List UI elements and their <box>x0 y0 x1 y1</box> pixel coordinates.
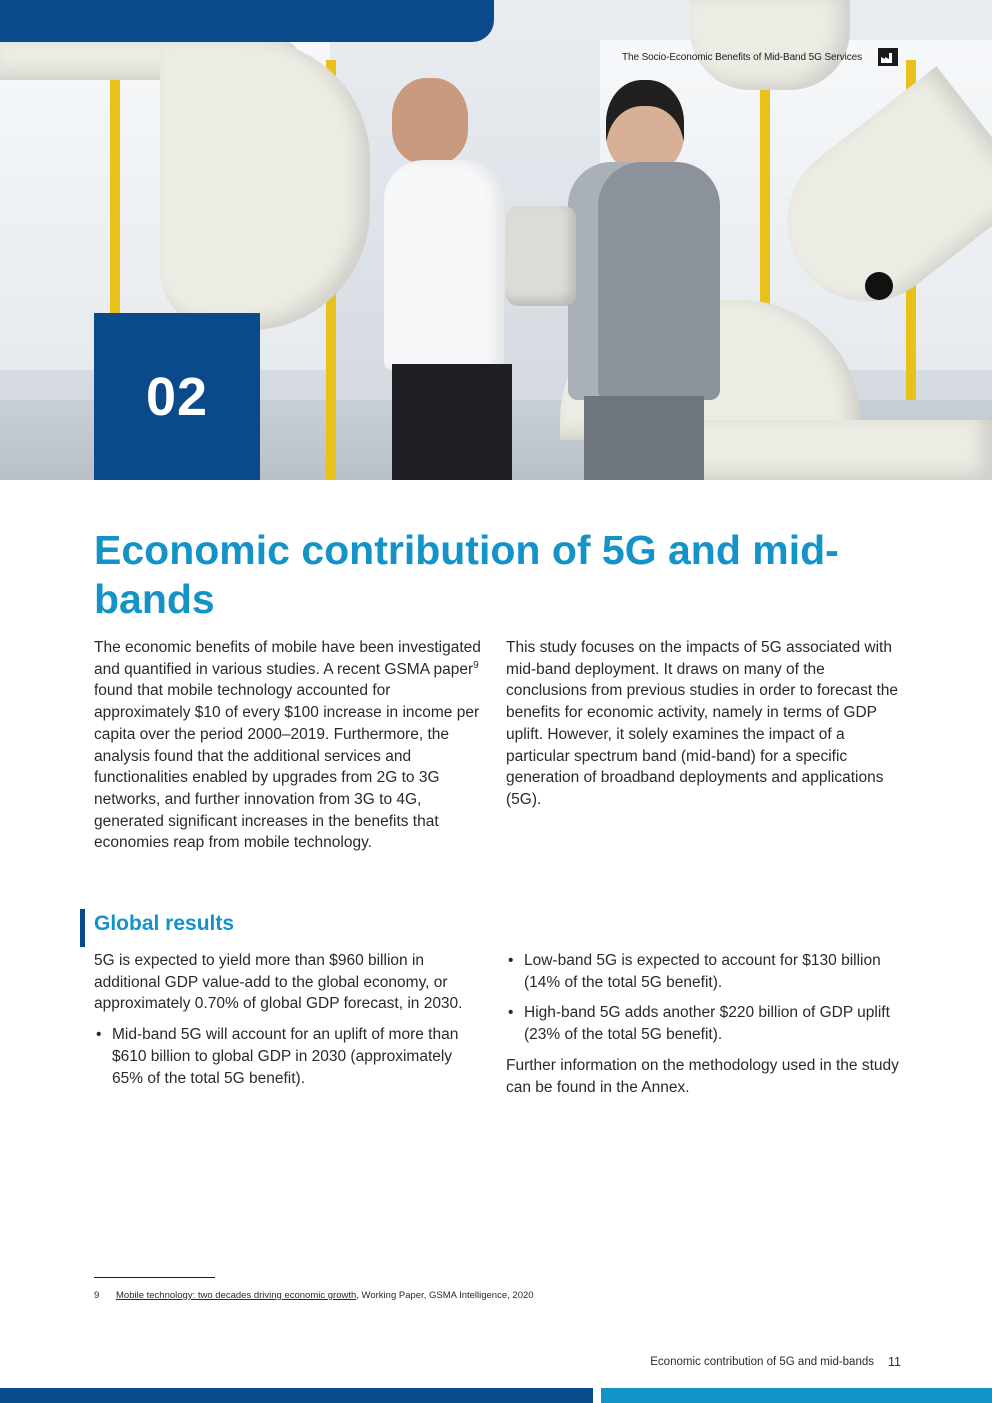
footnote-reference: 9 <box>473 659 479 671</box>
footer-section-label: Economic contribution of 5G and mid-bands <box>650 1356 874 1368</box>
intro-left-text: The economic benefits of mobile have been investigated and quantified in various studies. A recent GSMA paper <box>94 639 481 678</box>
footnote <box>94 1290 534 1301</box>
intro-right-paragraph: This study focuses on the impacts of 5G associated with mid-band deployment. It draws on many of the conclusions from previous studies in order to forecast the benefits for economic activity, namely in terms of GDP uplift. However, it solely examines the impact of a particular spectrum band (mid-band) for a specific generation of broadband deployments and applications (5G). <box>506 639 898 808</box>
hero-woman-jacket <box>568 162 720 400</box>
running-header-title: The Socio-Economic Benefits of Mid-Band 5G Services <box>621 52 862 63</box>
hero-robot-joint <box>865 272 893 300</box>
results-left-list <box>94 1024 484 1089</box>
footnote-number: 9 <box>94 1290 100 1301</box>
top-brand-bar <box>0 0 494 42</box>
page-title: Economic contribution of 5G and mid-bands <box>94 527 839 622</box>
intro-left-column <box>94 637 484 854</box>
results-right-column <box>506 950 906 1098</box>
footer-bar-light <box>601 1388 992 1403</box>
list-item: • Mid-band 5G will account for an uplift of more than $610 billion to global GDP in 2030 (approximately 65% of the total 5G benefit). <box>94 1024 484 1089</box>
methodology-paragraph: Further information on the methodology used in the study can be found in the Annex. <box>506 1056 899 1096</box>
list-item: • Low-band 5G is expected to account for $130 billion (14% of the total 5G benefit). <box>506 950 906 993</box>
hero-man-head <box>392 78 468 164</box>
intro-right-column <box>506 637 906 811</box>
intro-left-paragraph <box>94 637 484 854</box>
results-right-list <box>506 950 906 1046</box>
section-marker-bar <box>80 909 85 947</box>
hero-man-shirt <box>384 160 504 370</box>
footnote-link[interactable]: Mobile technology: two decades driving economic growth <box>116 1290 357 1301</box>
results-paragraph: 5G is expected to yield more than $960 billion in additional GDP value-add to the global economy, or approximately 0.70% of global GDP forecast, in 2030. <box>94 952 463 1013</box>
hero-robot-arm <box>160 40 370 330</box>
hero-teach-pendant <box>506 206 576 306</box>
hero-robot-arm <box>690 0 850 90</box>
page-number: 11 <box>888 1355 901 1369</box>
factory-icon <box>878 48 898 66</box>
hero-man-trousers <box>392 364 512 480</box>
results-left-column <box>94 950 484 1089</box>
chapter-number: 02 <box>145 366 209 427</box>
list-item: • High-band 5G adds another $220 billion of GDP uplift (23% of the total 5G benefit). <box>506 1002 906 1045</box>
hero-woman-trousers <box>584 396 704 480</box>
footer-bar-dark <box>0 1388 593 1403</box>
footnote-source: , Working Paper, GSMA Intelligence, 2020 <box>356 1290 534 1301</box>
intro-left-text-continued: found that mobile technology accounted for approximately $10 of every $100 increase in income per capita over the period 2000–2019. Furthermore, the analysis found that the additional services and functionalities enabled by upgrades from 2G to 3G networks, and further innovation from 3G to 4G, generated significant increases in the benefits that economies reap from mobile technology. <box>94 682 480 852</box>
hero-woman-head <box>606 80 684 172</box>
chapter-number-box <box>94 313 260 480</box>
footnote-divider <box>94 1277 215 1278</box>
section-heading: Global results <box>94 912 235 935</box>
